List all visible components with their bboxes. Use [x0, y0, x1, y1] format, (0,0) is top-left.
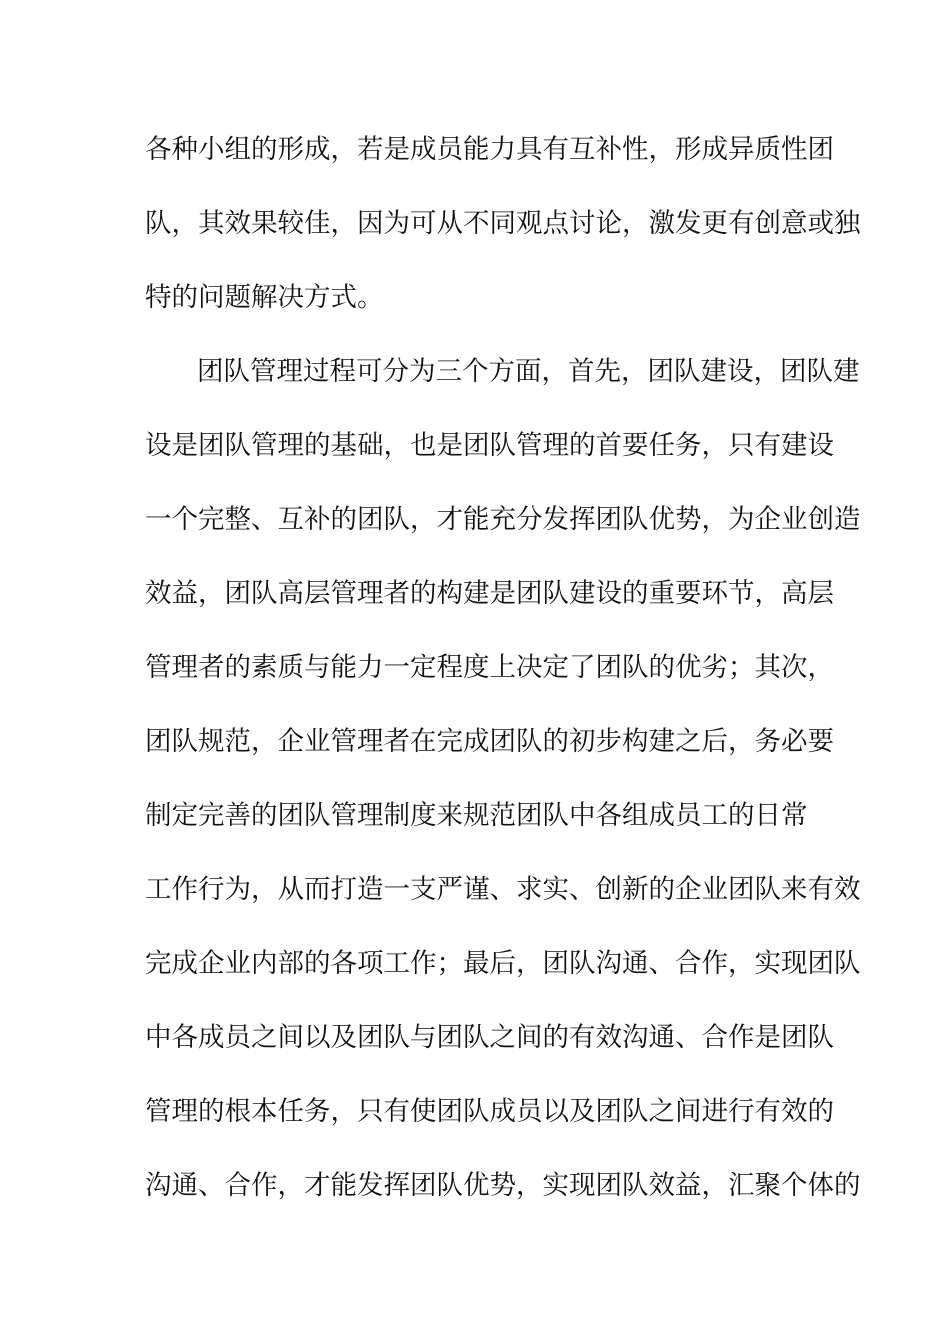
text-line-12: 完成企业内部的各项工作；最后，团队沟通、合作，实现团队 [145, 948, 861, 979]
text-line-11: 工作行为，从而打造一支严谨、求实、创新的企业团队来有效 [145, 874, 861, 905]
text-line-1: 各种小组的形成，若是成员能力具有互补性，形成异质性团 [145, 134, 834, 165]
text-line-5: 设是团队管理的基础，也是团队管理的首要任务，只有建设 [145, 430, 834, 461]
text-line-6: 一个完整、互补的团队，才能充分发挥团队优势，为企业创造 [145, 504, 861, 535]
text-line-7: 效益，团队高层管理者的构建是团队建设的重要环节，高层 [145, 578, 834, 609]
text-line-10: 制定完善的团队管理制度来规范团队中各组成员工的日常 [145, 800, 808, 831]
text-line-4: 团队管理过程可分为三个方面，首先，团队建设，团队建 [197, 356, 860, 387]
text-line-9: 团队规范，企业管理者在完成团队的初步构建之后，务必要 [145, 726, 834, 757]
text-line-15: 沟通、合作，才能发挥团队优势，实现团队效益，汇聚个体的 [145, 1170, 861, 1201]
text-line-3: 特的问题解决方式。 [145, 282, 384, 313]
text-line-13: 中各成员之间以及团队与团队之间的有效沟通、合作是团队 [145, 1022, 834, 1053]
text-line-8: 管理者的素质与能力一定程度上决定了团队的优劣；其次， [145, 652, 834, 683]
text-line-14: 管理的根本任务，只有使团队成员以及团队之间进行有效的 [145, 1096, 834, 1127]
text-line-2: 队，其效果较佳，因为可从不同观点讨论，激发更有创意或独 [145, 208, 861, 239]
